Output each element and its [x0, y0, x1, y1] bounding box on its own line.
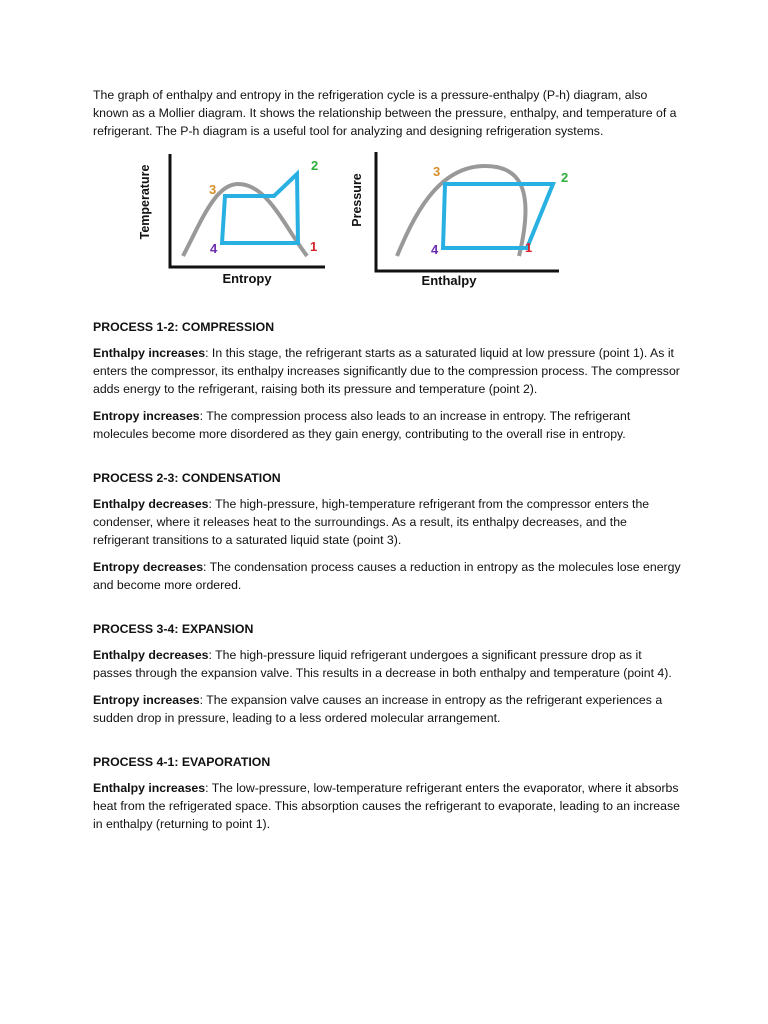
paragraph — [93, 495, 683, 549]
paragraph — [93, 691, 683, 727]
paragraph — [93, 779, 683, 833]
paragraph — [93, 344, 683, 398]
point-label-3: 3 — [209, 182, 217, 197]
y-axis-label: Pressure — [350, 173, 364, 227]
paragraph-lead: Enthalpy decreases — [93, 497, 209, 511]
point-label-2: 2 — [561, 170, 569, 185]
section-heading: PROCESS 2-3: CONDENSATION — [93, 471, 281, 485]
section-condensation — [93, 469, 683, 594]
paragraph-text: : The compression process also leads to an increase in entropy. The refrigerant molecules become more disordered as they gain energy, contributing to the overall rise in entropy. — [93, 409, 631, 441]
paragraph — [93, 407, 683, 443]
point-label-1: 1 — [525, 240, 533, 255]
x-axis-label: Enthalpy — [421, 273, 477, 288]
paragraph-text: : The high-pressure, high-temperature refrigerant from the compressor enters the condenser, where it releases heat to the surroundings. As a result, its enthalpy decreases, and the refrigerant transitions to a saturated liquid state (point 3). — [93, 497, 650, 547]
paragraph-text: : The condensation process causes a reduction in entropy as the molecules lose energy and become more ordered. — [93, 560, 681, 592]
cycle-path — [443, 184, 553, 248]
paragraph — [93, 646, 683, 682]
paragraph-text: : The expansion valve causes an increase in entropy as the refrigerant experiences a sudden drop in pressure, leading to a less ordered molecular arrangement. — [93, 693, 663, 725]
temperature-entropy-diagram — [135, 152, 335, 288]
section-heading: PROCESS 4-1: EVAPORATION — [93, 755, 271, 769]
section-compression — [93, 318, 683, 443]
saturation-dome — [397, 166, 526, 256]
diagram-row — [93, 152, 683, 288]
section-heading: PROCESS 1-2: COMPRESSION — [93, 320, 275, 334]
section-evaporation — [93, 753, 683, 833]
pressure-enthalpy-diagram — [347, 152, 587, 288]
paragraph-lead: Entropy increases — [93, 693, 200, 707]
point-label-4: 4 — [431, 242, 439, 257]
intro-paragraph: The graph of enthalpy and entropy in the refrigeration cycle is a pressure-enthalpy (P-h) diagram, also known as a Mollier diagram. It shows the relationship between the pressure, enthalpy, and temperature of a refrigerant. The P-h diagram is a useful tool for analyzing and designing refrigeration systems. — [93, 88, 677, 138]
point-label-4: 4 — [210, 241, 218, 256]
section-expansion — [93, 620, 683, 727]
point-label-2: 2 — [311, 158, 319, 173]
paragraph-lead: Enthalpy increases — [93, 781, 206, 795]
y-axis-label: Temperature — [138, 164, 152, 240]
document-page — [93, 86, 683, 859]
point-label-3: 3 — [433, 164, 441, 179]
x-axis-label: Entropy — [222, 271, 272, 286]
point-label-1: 1 — [310, 239, 318, 254]
section-heading: PROCESS 3-4: EXPANSION — [93, 622, 254, 636]
paragraph-text: : In this stage, the refrigerant starts as a saturated liquid at low pressure (point 1). As it enters the compressor, its enthalpy increases significantly due to the compression process. The compressor adds energy to the refrigerant, raising both its pressure and temperature (point 2). — [93, 346, 680, 396]
paragraph-lead: Enthalpy decreases — [93, 648, 209, 662]
paragraph-text: : The low-pressure, low-temperature refrigerant enters the evaporator, where it absorbs heat from the refrigerated space. This absorption causes the refrigerant to evaporate, leading to an increase in enthalpy (returning to point 1). — [93, 781, 680, 831]
paragraph-lead: Enthalpy increases — [93, 346, 206, 360]
paragraph-lead: Entropy decreases — [93, 560, 204, 574]
paragraph — [93, 558, 683, 594]
paragraph-text: : The high-pressure liquid refrigerant undergoes a significant pressure drop as it passes through the expansion valve. This results in a decrease in both enthalpy and temperature (point 4). — [93, 648, 672, 680]
paragraph-lead: Entropy increases — [93, 409, 200, 423]
